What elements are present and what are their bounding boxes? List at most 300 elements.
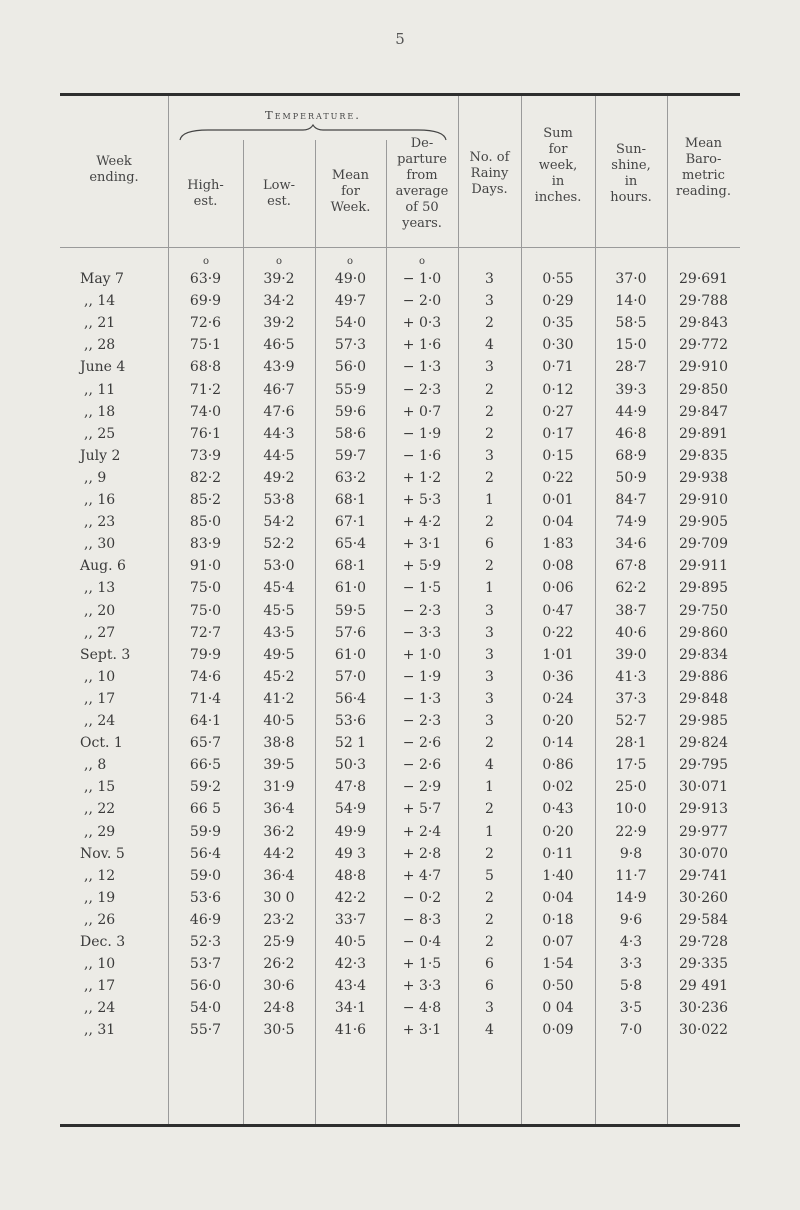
table-row — [60, 953, 740, 975]
barometer-cell: 29·795 — [679, 757, 728, 774]
table-row — [60, 688, 740, 710]
rain-sum-cell: 0·36 — [542, 668, 574, 685]
departure-cell: + 5·7 — [402, 801, 442, 818]
mean-cell: 59·7 — [334, 447, 367, 464]
week-ending-cell: ,, 28 — [84, 337, 116, 354]
mean-cell: 40·5 — [334, 934, 367, 950]
barometer-cell: 29·910 — [679, 359, 728, 376]
header-rainy-days — [458, 150, 521, 198]
highest-cell: 69·9 — [189, 293, 222, 310]
mean-cell: 42·2 — [334, 889, 367, 906]
rain-sum-cell: 0·14 — [542, 735, 574, 752]
table-row — [60, 909, 740, 931]
sunshine-cell: 9·6 — [619, 911, 643, 928]
mean-cell: 49·0 — [334, 271, 367, 287]
week-ending-cell: Dec. 3 — [80, 934, 126, 950]
barometer-cell: 29·886 — [679, 668, 728, 685]
sunshine-cell: 14·9 — [615, 889, 647, 906]
rain-sum-cell: 0·02 — [542, 779, 574, 796]
highest-cell: 53·6 — [189, 889, 222, 906]
rain-sum-cell: 0·09 — [542, 1022, 574, 1039]
barometer-cell: 30·236 — [679, 1000, 728, 1017]
page-number: 5 — [395, 30, 405, 48]
mean-cell: 49 3 — [334, 845, 367, 862]
highest-cell: 52·3 — [189, 934, 222, 950]
header-line: No. of — [469, 150, 510, 165]
header-line: of 50 — [405, 200, 439, 215]
header-line: Low- — [263, 178, 295, 193]
sunshine-cell: 46·8 — [615, 425, 647, 442]
sunshine-cell: 28·7 — [615, 359, 647, 376]
barometer-cell: 29 491 — [679, 978, 728, 995]
barometer-cell: 29·891 — [679, 425, 728, 442]
header-lowest — [243, 178, 315, 210]
lowest-cell: 52·2 — [263, 536, 295, 553]
mean-cell: 54·0 — [334, 315, 367, 332]
lowest-cell: 36·2 — [263, 823, 295, 840]
mean-cell: 59·6 — [334, 403, 367, 420]
rain-sum-cell: 1·40 — [542, 867, 574, 884]
departure-cell: − 1·9 — [402, 668, 442, 685]
table-row — [60, 622, 740, 644]
rainy-days-cell: 5 — [485, 867, 494, 884]
highest-cell: 68·8 — [189, 359, 222, 376]
rain-sum-cell: 0·35 — [542, 315, 574, 332]
lowest-cell: 49·5 — [263, 646, 295, 663]
rainy-days-cell: 1 — [485, 779, 494, 796]
table-row — [60, 401, 740, 423]
header-line: Week — [96, 154, 132, 169]
barometer-cell: 29·911 — [679, 558, 728, 575]
sunshine-cell: 38·7 — [615, 602, 647, 619]
highest-cell: 83·9 — [189, 536, 222, 553]
mean-cell: 65·4 — [334, 536, 367, 553]
rain-sum-cell: 0·11 — [542, 845, 574, 862]
lowest-cell: 41·2 — [263, 690, 295, 707]
sunshine-cell: 28·1 — [615, 735, 647, 752]
mean-cell: 68·1 — [334, 492, 367, 508]
highest-cell: 79·9 — [189, 646, 222, 663]
week-ending-cell: ,, 30 — [84, 536, 116, 553]
barometer-cell: 29·843 — [679, 315, 728, 332]
table-row — [60, 975, 740, 997]
lowest-cell: 49·2 — [263, 469, 295, 486]
header-line: shine, — [611, 158, 651, 173]
sunshine-cell: 39·3 — [615, 381, 647, 398]
week-ending-cell: ,, 9 — [84, 469, 107, 486]
rain-sum-cell: 0·15 — [542, 447, 574, 464]
barometer-cell: 29·788 — [679, 293, 728, 310]
rainy-days-cell: 3 — [485, 602, 494, 619]
lowest-cell: 44·3 — [263, 425, 295, 442]
rainy-days-cell: 3 — [485, 668, 494, 685]
barometer-cell: 29·728 — [679, 934, 728, 950]
lowest-cell: 44·5 — [263, 447, 295, 464]
header-rule — [60, 247, 740, 248]
lowest-cell: 36·4 — [263, 801, 295, 818]
highest-cell: 85·2 — [189, 492, 222, 508]
departure-cell: − 1·3 — [402, 690, 442, 707]
week-ending-cell: Sept. 3 — [80, 646, 131, 663]
header-line: Sun- — [615, 142, 647, 157]
highest-cell: 54·0 — [189, 1000, 222, 1017]
lowest-cell: 38·8 — [263, 735, 295, 752]
highest-cell: 85·0 — [189, 514, 222, 531]
barometer-cell: 29·895 — [679, 580, 728, 597]
barometer-cell: 29·905 — [679, 514, 728, 531]
rainy-days-cell: 2 — [485, 801, 494, 818]
highest-cell: 72·7 — [189, 624, 222, 641]
mean-cell: 58·6 — [334, 425, 367, 442]
rainy-days-cell: 2 — [485, 845, 494, 862]
departure-cell: − 2·3 — [402, 713, 442, 729]
week-ending-cell: ,, 11 — [84, 381, 116, 398]
barometer-cell: 29·910 — [679, 492, 728, 508]
lowest-cell: 53·8 — [263, 492, 295, 508]
departure-cell: − 1·9 — [402, 425, 442, 442]
departure-cell: + 4·7 — [402, 867, 442, 884]
mean-cell: 61·0 — [334, 580, 367, 597]
mean-cell: 53·6 — [334, 713, 367, 729]
highest-cell: 72·6 — [189, 315, 222, 332]
rain-sum-cell: 0·12 — [542, 381, 574, 398]
sunshine-cell: 3·5 — [619, 1000, 643, 1017]
table-row — [60, 1019, 740, 1041]
rain-sum-cell: 0·71 — [542, 359, 574, 376]
degree-mark: o — [275, 256, 283, 267]
rain-sum-cell: 0·43 — [542, 801, 574, 818]
barometer-cell: 30·022 — [679, 1022, 728, 1039]
degree-mark: o — [346, 256, 354, 267]
mean-cell: 47·8 — [334, 779, 367, 796]
sunshine-cell: 10·0 — [615, 801, 647, 818]
barometer-cell: 29·335 — [679, 956, 728, 973]
departure-cell: + 2·8 — [402, 845, 442, 862]
lowest-cell: 30·5 — [263, 1022, 295, 1039]
highest-cell: 71·4 — [189, 690, 222, 707]
departure-cell: − 0·4 — [402, 934, 442, 950]
table-row — [60, 290, 740, 312]
header-week-ending — [60, 154, 168, 186]
week-ending-cell: July 2 — [80, 447, 121, 464]
week-ending-cell: ,, 8 — [84, 757, 107, 774]
mean-cell: 54·9 — [334, 801, 367, 818]
rain-sum-cell: 0·55 — [542, 271, 574, 287]
highest-cell: 55·7 — [189, 1022, 222, 1039]
barometer-cell: 29·977 — [679, 823, 728, 840]
rain-sum-cell: 0·04 — [542, 889, 574, 906]
rainy-days-cell: 2 — [485, 934, 494, 950]
table-row — [60, 555, 740, 577]
sunshine-cell: 37·3 — [615, 690, 647, 707]
table-row — [60, 754, 740, 776]
sunshine-cell: 17·5 — [615, 757, 647, 774]
rain-sum-cell: 1·54 — [542, 956, 574, 973]
mean-cell: 57·0 — [334, 668, 367, 685]
highest-cell: 53·7 — [189, 956, 222, 973]
rainy-days-cell: 2 — [485, 425, 494, 442]
header-line: metric — [682, 168, 725, 183]
rainy-days-cell: 1 — [485, 492, 494, 508]
lowest-cell: 23·2 — [263, 911, 295, 928]
highest-cell: 73·9 — [189, 447, 222, 464]
rainy-days-cell: 2 — [485, 558, 494, 575]
rainy-days-cell: 1 — [485, 823, 494, 840]
highest-cell: 66·5 — [189, 757, 222, 774]
lowest-cell: 39·5 — [263, 757, 295, 774]
week-ending-cell: ,, 13 — [84, 580, 116, 597]
sunshine-cell: 11·7 — [615, 867, 647, 884]
mean-cell: 48·8 — [334, 867, 367, 884]
sunshine-cell: 39·0 — [615, 646, 647, 663]
header-line: High- — [187, 178, 224, 193]
week-ending-cell: Oct. 1 — [80, 735, 123, 752]
departure-cell: − 0·2 — [402, 889, 442, 906]
barometer-cell: 29·860 — [679, 624, 728, 641]
barometer-cell: 29·691 — [679, 271, 728, 287]
rain-sum-cell: 0·01 — [542, 492, 574, 508]
table-row — [60, 732, 740, 754]
barometer-cell: 29·834 — [679, 646, 728, 663]
rain-sum-cell: 0·30 — [542, 337, 574, 354]
departure-cell: − 1·6 — [402, 447, 442, 464]
rainy-days-cell: 3 — [485, 1000, 494, 1017]
highest-cell: 65·7 — [189, 735, 222, 752]
table-row — [60, 644, 740, 666]
week-ending-cell: June 4 — [80, 359, 126, 376]
rainy-days-cell: 2 — [485, 469, 494, 486]
week-ending-cell: ,, 17 — [84, 690, 116, 707]
sunshine-cell: 52·7 — [615, 713, 647, 729]
barometer-cell: 29·913 — [679, 801, 728, 818]
highest-cell: 74·0 — [189, 403, 222, 420]
sunshine-cell: 68·9 — [615, 447, 647, 464]
week-ending-cell: ,, 12 — [84, 867, 116, 884]
departure-cell: + 1·6 — [402, 337, 442, 354]
mean-cell: 41·6 — [334, 1022, 367, 1039]
header-departure — [386, 136, 458, 232]
header-line: from — [406, 168, 438, 183]
rainy-days-cell: 1 — [485, 580, 494, 597]
lowest-cell: 46·7 — [263, 381, 295, 398]
highest-cell: 59·9 — [189, 823, 222, 840]
rain-sum-cell: 0·07 — [542, 934, 574, 950]
highest-cell: 59·2 — [189, 779, 222, 796]
highest-cell: 74·6 — [189, 668, 222, 685]
departure-cell: − 2·0 — [402, 293, 442, 310]
lowest-cell: 36·4 — [263, 867, 295, 884]
barometer-cell: 29·938 — [679, 469, 728, 486]
rainy-days-cell: 4 — [485, 757, 494, 774]
highest-cell: 71·2 — [189, 381, 222, 398]
header-line: De- — [410, 136, 434, 151]
rain-sum-cell: 0·24 — [542, 690, 574, 707]
rain-sum-cell: 0·20 — [542, 823, 574, 840]
highest-cell: 82·2 — [189, 469, 222, 486]
week-ending-cell: ,, 27 — [84, 624, 116, 641]
departure-cell: + 2·4 — [402, 823, 442, 840]
header-line: Baro- — [685, 152, 722, 167]
lowest-cell: 24·8 — [263, 1000, 295, 1017]
rainy-days-cell: 3 — [485, 447, 494, 464]
header-line: in — [551, 174, 565, 189]
lowest-cell: 45·4 — [263, 580, 295, 597]
mean-cell: 67·1 — [334, 514, 367, 531]
week-ending-cell: May 7 — [80, 271, 124, 287]
degree-mark: o — [418, 256, 426, 267]
table-row — [60, 445, 740, 467]
departure-cell: + 3·1 — [402, 536, 442, 553]
mean-cell: 59·5 — [334, 602, 367, 619]
departure-cell: − 2·3 — [402, 602, 442, 619]
lowest-cell: 30 0 — [263, 889, 295, 906]
table-row — [60, 533, 740, 555]
week-ending-cell: ,, 24 — [84, 713, 116, 729]
departure-cell: + 4·2 — [402, 514, 442, 531]
highest-cell: 75·0 — [189, 602, 222, 619]
sunshine-cell: 67·8 — [615, 558, 647, 575]
rainy-days-cell: 6 — [485, 956, 494, 973]
table-row — [60, 865, 740, 887]
mean-cell: 56·0 — [334, 359, 367, 376]
header-line: in — [624, 174, 638, 189]
week-ending-cell: ,, 19 — [84, 889, 116, 906]
mean-cell: 63·2 — [334, 469, 367, 486]
rainy-days-cell: 4 — [485, 1022, 494, 1039]
week-ending-cell: ,, 31 — [84, 1022, 116, 1039]
rain-sum-cell: 0·29 — [542, 293, 574, 310]
week-ending-cell: ,, 16 — [84, 492, 116, 508]
lowest-cell: 31·9 — [263, 779, 295, 796]
lowest-cell: 43·5 — [263, 624, 295, 641]
departure-cell: − 1·5 — [402, 580, 442, 597]
sunshine-cell: 9·8 — [619, 845, 643, 862]
table-row — [60, 356, 740, 378]
header-line: ending. — [89, 170, 139, 185]
sunshine-cell: 14·0 — [615, 293, 647, 310]
lowest-cell: 44·2 — [263, 845, 295, 862]
highest-cell: 63·9 — [189, 271, 222, 287]
weather-table — [60, 93, 740, 1127]
header-line: Sum — [543, 126, 573, 141]
rainy-days-cell: 2 — [485, 911, 494, 928]
table-row — [60, 423, 740, 445]
barometer-cell: 29·741 — [679, 867, 728, 884]
header-line: for — [548, 142, 568, 157]
rainy-days-cell: 3 — [485, 713, 494, 729]
highest-cell: 59·0 — [189, 867, 222, 884]
header-line: hours. — [610, 190, 652, 205]
lowest-cell: 25·9 — [263, 934, 295, 950]
highest-cell: 66 5 — [189, 801, 222, 818]
table-row — [60, 334, 740, 356]
mean-cell: 52 1 — [334, 735, 367, 752]
header-line: Week. — [330, 200, 371, 215]
rainy-days-cell: 3 — [485, 646, 494, 663]
degree-mark: o — [202, 256, 210, 267]
week-ending-cell: Nov. 5 — [80, 845, 125, 862]
lowest-cell: 34·2 — [263, 293, 295, 310]
rainy-days-cell: 2 — [485, 315, 494, 332]
table-row — [60, 997, 740, 1019]
week-ending-cell: ,, 21 — [84, 315, 116, 332]
sunshine-cell: 3·3 — [619, 956, 643, 973]
header-line: average — [395, 184, 449, 199]
table-row — [60, 710, 740, 732]
week-ending-cell: ,, 24 — [84, 1000, 116, 1017]
sunshine-cell: 37·0 — [615, 271, 647, 287]
rainy-days-cell: 2 — [485, 889, 494, 906]
lowest-cell: 39·2 — [263, 315, 295, 332]
week-ending-cell: ,, 29 — [84, 823, 116, 840]
barometer-cell: 29·709 — [679, 536, 728, 553]
rainy-days-cell: 2 — [485, 514, 494, 531]
header-line: Days. — [471, 182, 508, 197]
sunshine-cell: 44·9 — [615, 403, 647, 420]
departure-cell: − 1·0 — [402, 271, 442, 287]
sunshine-cell: 5·8 — [619, 978, 643, 995]
week-ending-cell: ,, 20 — [84, 602, 116, 619]
departure-cell: + 5·3 — [402, 492, 442, 508]
header-mean-for-week — [315, 168, 386, 216]
sunshine-cell: 4·3 — [619, 934, 643, 950]
rainy-days-cell: 3 — [485, 271, 494, 287]
lowest-cell: 43·9 — [263, 359, 295, 376]
rain-sum-cell: 0·22 — [542, 469, 574, 486]
sunshine-cell: 25·0 — [615, 779, 647, 796]
header-line: inches. — [534, 190, 582, 205]
mean-cell: 49·7 — [334, 293, 367, 310]
barometer-cell: 29·847 — [679, 403, 728, 420]
mean-cell: 68·1 — [334, 558, 367, 575]
sunshine-cell: 74·9 — [615, 514, 647, 531]
rain-sum-cell: 0·08 — [542, 558, 574, 575]
mean-cell: 43·4 — [334, 978, 367, 995]
barometer-cell: 30·260 — [679, 889, 728, 906]
sunshine-cell: 7·0 — [619, 1022, 643, 1039]
rain-sum-cell: 0·20 — [542, 713, 574, 729]
barometer-cell: 29·835 — [679, 447, 728, 464]
week-ending-cell: ,, 10 — [84, 668, 116, 685]
week-ending-cell: ,, 14 — [84, 293, 116, 310]
highest-cell: 56·0 — [189, 978, 222, 995]
highest-cell: 76·1 — [189, 425, 222, 442]
week-ending-cell: ,, 10 — [84, 956, 116, 973]
mean-cell: 42·3 — [334, 956, 367, 973]
table-row — [60, 666, 740, 688]
rain-sum-cell: 0·47 — [542, 602, 574, 619]
sunshine-cell: 15·0 — [615, 337, 647, 354]
header-rain-sum — [521, 126, 595, 206]
highest-cell: 91·0 — [189, 558, 222, 575]
sunshine-cell: 41·3 — [615, 668, 647, 685]
highest-cell: 75·1 — [189, 337, 222, 354]
table-row — [60, 776, 740, 798]
week-ending-cell: ,, 23 — [84, 514, 116, 531]
departure-cell: + 5·9 — [402, 558, 442, 575]
week-ending-cell: ,, 15 — [84, 779, 116, 796]
rain-sum-cell: 0·27 — [542, 403, 574, 420]
rain-sum-cell: 0·18 — [542, 911, 574, 928]
rain-sum-cell: 1·01 — [542, 646, 574, 663]
lowest-cell: 40·5 — [263, 713, 295, 729]
header-sunshine — [595, 142, 667, 206]
header-line: parture — [397, 152, 447, 167]
mean-cell: 57·6 — [334, 624, 367, 641]
departure-cell: − 1·3 — [402, 359, 442, 376]
barometer-cell: 30·070 — [679, 845, 728, 862]
highest-cell: 56·4 — [189, 845, 222, 862]
